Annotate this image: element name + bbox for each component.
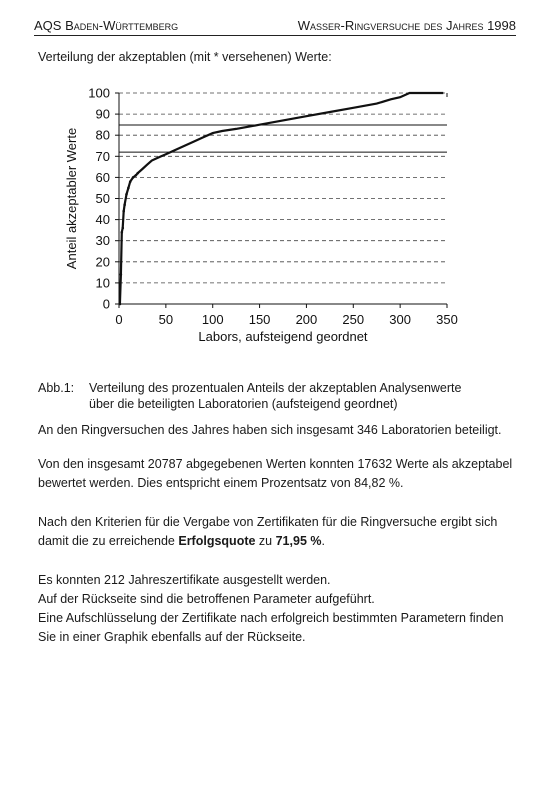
paragraph-values-line-2: bewertet werden. Dies entspricht einem Prozentsatz von 84,82 %. xyxy=(38,476,404,490)
caption-text xyxy=(89,380,461,412)
data-point xyxy=(120,273,123,276)
y-tick-label: 100 xyxy=(88,85,110,101)
page-header xyxy=(34,18,516,36)
data-point xyxy=(129,180,132,183)
caption-label: Abb.1: xyxy=(38,381,75,395)
criteria-text-mid: zu xyxy=(255,534,276,548)
data-point xyxy=(121,231,124,234)
x-tick-label: 0 xyxy=(115,312,123,327)
y-tick-label: 0 xyxy=(102,296,110,312)
paragraph-certificates-line-3: Eine Aufschlüsselung der Zertifikate nach erfolgreich bestimmten Parametern finden xyxy=(38,611,504,625)
caption-line-2: über die beteiligten Laboratorien (aufsteigend geordnet) xyxy=(89,397,398,411)
paragraph-certificates xyxy=(38,571,518,647)
success-rate-value: 71,95 % xyxy=(275,534,322,548)
y-tick-label: 30 xyxy=(95,233,110,249)
x-tick-label: 300 xyxy=(389,312,411,327)
y-tick-label: 60 xyxy=(95,169,110,185)
y-tick-label: 90 xyxy=(95,106,110,122)
paragraph-criteria-line-1: Nach den Kriterien für die Vergabe von Zertifikaten für die Ringversuche ergibt sich xyxy=(38,515,498,529)
x-tick-label: 150 xyxy=(248,312,271,327)
y-axis-label: Anteil akzeptabler Werte xyxy=(64,127,79,270)
paragraph-values xyxy=(38,455,518,493)
paragraph-certificates-line-2: Auf der Rückseite sind die betroffenen Parameter aufgeführt. xyxy=(38,592,375,606)
criteria-text: damit die zu erreichende xyxy=(38,534,179,548)
paragraph-certificates-line-1: Es konnten 212 Jahreszertifikate ausgestellt werden. xyxy=(38,573,331,587)
data-point xyxy=(123,204,126,207)
y-tick-label: 50 xyxy=(95,191,110,206)
success-rate-label: Erfolgsquote xyxy=(178,534,256,548)
paragraph-criteria xyxy=(38,513,518,551)
data-point xyxy=(125,193,128,196)
paragraph-values-line-1: Von den insgesamt 20787 abgegebenen Werten konnten 17632 Werte als akzeptabel xyxy=(38,457,513,471)
paragraph-criteria-line-2 xyxy=(38,532,518,551)
x-tick-label: 200 xyxy=(295,312,318,327)
caption-line-1: Verteilung des prozentualen Anteils der akzeptablen Analysenwerte xyxy=(89,381,462,395)
y-tick-label: 10 xyxy=(95,275,110,291)
x-tick-label: 50 xyxy=(158,312,174,327)
data-point xyxy=(132,176,135,179)
y-tick-label: 70 xyxy=(95,148,110,164)
data-point xyxy=(121,227,124,230)
header-organization: AQS Baden-Württemberg xyxy=(34,18,179,33)
figure-caption xyxy=(38,380,508,412)
y-tick-label: 40 xyxy=(95,212,110,228)
acceptance-chart xyxy=(62,80,462,355)
x-tick-label: 350 xyxy=(436,312,458,327)
paragraph-participants-line: An den Ringversuchen des Jahres haben sich insgesamt 346 Laboratorien beteiligt. xyxy=(38,423,502,437)
data-point xyxy=(127,187,130,190)
header-title xyxy=(298,18,516,33)
data-point xyxy=(122,210,125,213)
x-axis-label: Labors, aufsteigend geordnet xyxy=(198,329,368,344)
data-point xyxy=(136,172,139,175)
y-tick-label: 20 xyxy=(95,254,110,270)
y-tick-label: 80 xyxy=(95,127,110,143)
paragraph-participants xyxy=(38,421,518,440)
header-year: 1998 xyxy=(487,18,516,33)
header-title-text: Wasser-Ringversuche des Jahres xyxy=(297,18,484,33)
chart-intro: Verteilung der akzeptablen (mit * versehenen) Werte: xyxy=(38,50,332,64)
x-tick-label: 100 xyxy=(201,312,224,327)
paragraph-certificates-line-4: Sie in einer Graphik ebenfalls auf der Rückseite. xyxy=(38,630,306,644)
data-point xyxy=(135,174,138,177)
x-tick-label: 250 xyxy=(342,312,365,327)
criteria-text-end: . xyxy=(321,534,325,548)
data-point xyxy=(119,303,122,306)
